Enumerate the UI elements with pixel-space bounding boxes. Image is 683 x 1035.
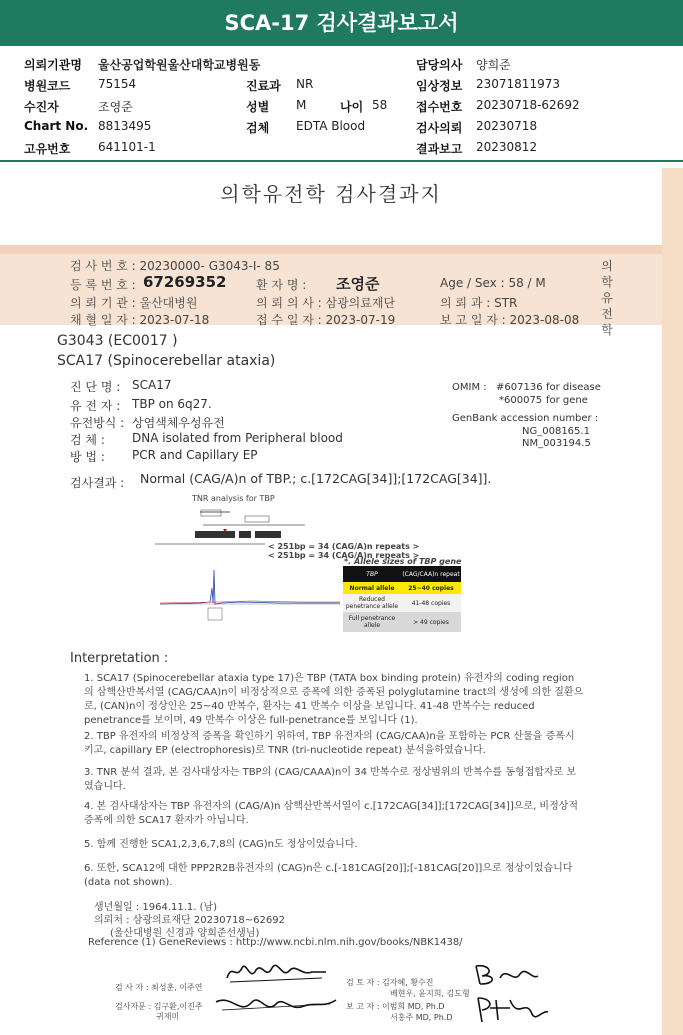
allele-table <box>343 566 461 632</box>
result-label: 검사결과 : <box>70 476 125 490</box>
chart-label: Chart No. <box>24 119 89 133</box>
mode-value: 상염색체우성유전 <box>132 416 225 430</box>
allele-normal-val: 25~40 copies <box>401 582 461 594</box>
clinical-value: 23071811973 <box>476 77 560 91</box>
h-dept: 의 뢰 과 : STR <box>440 296 518 310</box>
h-receipt-date: 접 수 일 자 : 2023-07-19 <box>256 313 396 327</box>
interp-3: 3. TNR 분석 결과, 본 검사대상자는 TBP의 (CAG/CAAA)n이 34 반복수로 정상범위의 반복수를 동형접합자로 보였습니다. <box>84 767 577 792</box>
side-char: 유 <box>601 291 613 305</box>
h-req-doctor: 의 뢰 의 사 : 삼광의료재단 <box>256 296 396 310</box>
h-report-date: 보 고 일 자 : 2023-08-08 <box>440 313 580 327</box>
reviewer-signature <box>470 960 542 988</box>
allele-full-val: > 49 copies <box>401 612 461 632</box>
receipt-value: 20230718-62692 <box>476 98 580 112</box>
allele-th-1: TBP <box>343 566 401 582</box>
side-vertical-text <box>599 258 615 338</box>
chart-value: 8813495 <box>98 119 152 133</box>
sex-label: 성별 <box>246 100 270 114</box>
report-date-label: 결과보고 <box>416 142 463 156</box>
allele-reduced: Reduced penetrance allele <box>343 594 401 612</box>
doctor-label: 담당의사 <box>416 58 463 72</box>
spec-label: 검 체 : <box>70 433 105 447</box>
specimen-value: EDTA Blood <box>296 119 366 133</box>
requester: 의뢰처 : 삼광의료재단 20230718~62692 <box>94 915 285 926</box>
reporter-signature <box>470 992 550 1026</box>
omim-gene: *600075 <box>499 395 543 406</box>
h-patient-value: 조영준 <box>336 275 380 293</box>
reg-value: 67269352 <box>143 273 227 291</box>
fig-repeat-1: < 251bp = 34 (CAG/A)n repeats > <box>268 542 420 551</box>
reg-label: 등 록 번 호 : <box>70 278 136 292</box>
omim-gene-note: for gene <box>546 395 588 406</box>
interp-2: 2. TBP 유전자의 비정상적 증폭을 확인하기 위하여, TBP 유전자의 (CAG/CAA)n을 포함하는 PCR 산물을 증폭시키고, capillary EP (electrophoresis)로 TNR (tri-nucleotide repeat) 분석을하였습니다. <box>84 731 575 756</box>
side-char: 전 <box>601 307 613 321</box>
patient-label: 수진자 <box>24 100 59 114</box>
receipt-label: 접수번호 <box>416 100 463 114</box>
code-label: 병원코드 <box>24 79 71 93</box>
examiner: 검 사 자 : 최성훈, 이주연 <box>115 983 203 992</box>
h-req-inst: 의 뢰 기 관 : 울산대병원 <box>70 296 198 310</box>
dept-value: NR <box>296 77 314 91</box>
requester-detail: (울산대병원 신경과 양희준선생님) <box>110 928 260 939</box>
gene-label: 유 전 자 : <box>70 399 121 413</box>
advisor-signature <box>212 990 342 1020</box>
specimen-label: 검체 <box>246 121 270 135</box>
hospital-label: 의뢰기관명 <box>24 58 82 72</box>
interpretation-title: Interpretation : <box>70 651 169 666</box>
genbank-label: GenBank accession number : <box>452 413 599 424</box>
header-band-top <box>0 245 662 254</box>
reporter: 보 고 자 : 이범희 MD, Ph.D <box>346 1002 445 1011</box>
allele-reduced-val: 41-48 copies <box>401 594 461 612</box>
genbank-2: NM_003194.5 <box>522 438 591 449</box>
omim-label: OMIM : <box>452 382 487 393</box>
interp-1: 1. SCA17 (Spinocerebellar ataxia type 17)은 TBP (TATA box binding protein) 유전자의 coding region 의 삼핵산반복서열 (CAG/CAA)n이 비정상적으로 증폭에 의한 증폭된 polyglutamine tract의 생성에 의한 질환으로, (CAN)n이 정상인은 25~40 반복수, 환자는 41 반복수 이상을 보입니다. 41-48 반복수는 reduced penetrance를 보이며, 49 반복수 이상은 full-penetrance를 보입니다 (1). <box>84 673 584 726</box>
method-value: PCR and Capillary EP <box>132 448 258 462</box>
report-title: SCA-17 검사결과보고서 <box>0 0 683 46</box>
side-char: 학 <box>601 275 613 289</box>
uid-label: 고유번호 <box>24 142 71 156</box>
test-code: G3043 (EC0017 ) <box>57 333 178 349</box>
divider <box>0 160 683 162</box>
interp-5: 5. 함께 진행한 SCA1,2,3,6,7,8의 (CAG)n도 정상이었습니다. <box>84 839 358 850</box>
doctor-value: 양희준 <box>476 58 511 72</box>
dept-label: 진료과 <box>246 79 281 93</box>
interp-6: 6. 또한, SCA12에 대한 PPP2R2B유전자의 (CAG)n은 c.[-181CAG[20]];[-181CAG[20]]으로 정상이었습니다 (data not shown). <box>84 863 573 888</box>
omim-disease: #607136 <box>496 382 543 393</box>
request-label: 검사의뢰 <box>416 121 463 135</box>
genbank-1: NG_008165.1 <box>522 426 590 437</box>
side-char: 의 <box>601 259 613 273</box>
uid-value: 641101-1 <box>98 140 156 154</box>
electropherogram <box>160 568 340 628</box>
side-char: 학 <box>601 323 613 337</box>
request-value: 20230718 <box>476 119 538 133</box>
birth-date: 생년월일 : 1964.11.1. (남) <box>94 902 218 913</box>
result-value: Normal (CAG/A)n of TBP.; c.[172CAG[34]];[172CAG[34]]. <box>140 471 492 486</box>
disease-name: SCA17 (Spinocerebellar ataxia) <box>57 353 276 369</box>
page-edge-strip <box>662 168 683 1035</box>
advisor: 검사자문 : 김구환,이진주 <box>115 1002 203 1011</box>
reviewer-2: 배현우, 윤지희, 김도형 <box>390 989 470 998</box>
sex-value: M <box>296 98 307 112</box>
h-patient-label: 환 자 명 : <box>256 278 307 292</box>
age-label: 나이 <box>340 100 364 114</box>
h-draw-date: 채 혈 일 자 : 2023-07-18 <box>70 313 210 327</box>
gene-value: TBP on 6q27. <box>132 397 212 411</box>
interp-4: 4. 본 검사대상자는 TBP 유전자의 (CAG/A)n 삼핵산반복서열이 c.[172CAG[34]];[172CAG[34]]으로, 비정상적 증폭에 의한 SCA17 환자가 아닙니다. <box>84 801 579 826</box>
fig-title: TNR analysis for TBP <box>192 494 275 503</box>
report-date-value: 20230812 <box>476 140 538 154</box>
spec-value: DNA isolated from Peripheral blood <box>132 431 343 445</box>
patient-value: 조영준 <box>98 100 133 114</box>
code-value: 75154 <box>98 77 137 91</box>
hospital-value: 울산공업학원울산대학교병원동 <box>98 58 261 72</box>
allele-normal: Normal allele <box>343 582 401 594</box>
reporter-2: 서홍주 MD, Ph.D <box>390 1013 453 1022</box>
allele-title: *. Allele sizes of TBP gene <box>344 557 462 566</box>
reviewer: 검 토 자 : 김자혜, 황수진 <box>346 978 434 987</box>
advisor-2: 귀재미 <box>156 1012 180 1021</box>
examiner-signature <box>222 958 332 986</box>
dx-value: SCA17 <box>132 378 172 392</box>
mode-label: 유전방식 : <box>70 416 125 430</box>
document-title: 의학유전학 검사결과지 <box>220 182 442 206</box>
h-age-sex: Age / Sex : 58 / M <box>440 276 546 290</box>
omim-disease-note: for disease <box>546 382 601 393</box>
age-value: 58 <box>372 98 388 112</box>
method-label: 방 법 : <box>70 450 105 464</box>
fig-repeat-2: < 251bp = 34 (CAG/A)n repeats > <box>268 551 420 560</box>
reference: Reference (1) GeneReviews : http://www.ncbi.nlm.nih.gov/books/NBK1438/ <box>88 937 463 948</box>
allele-full: Full penetrance allele <box>343 612 401 632</box>
test-number: 검 사 번 호 : 20230000- G3043-I- 85 <box>70 259 280 273</box>
allele-th-2: (CAG/CAA)n repeat <box>401 566 461 582</box>
dx-label: 진 단 명 : <box>70 380 121 394</box>
clinical-label: 임상정보 <box>416 79 463 93</box>
